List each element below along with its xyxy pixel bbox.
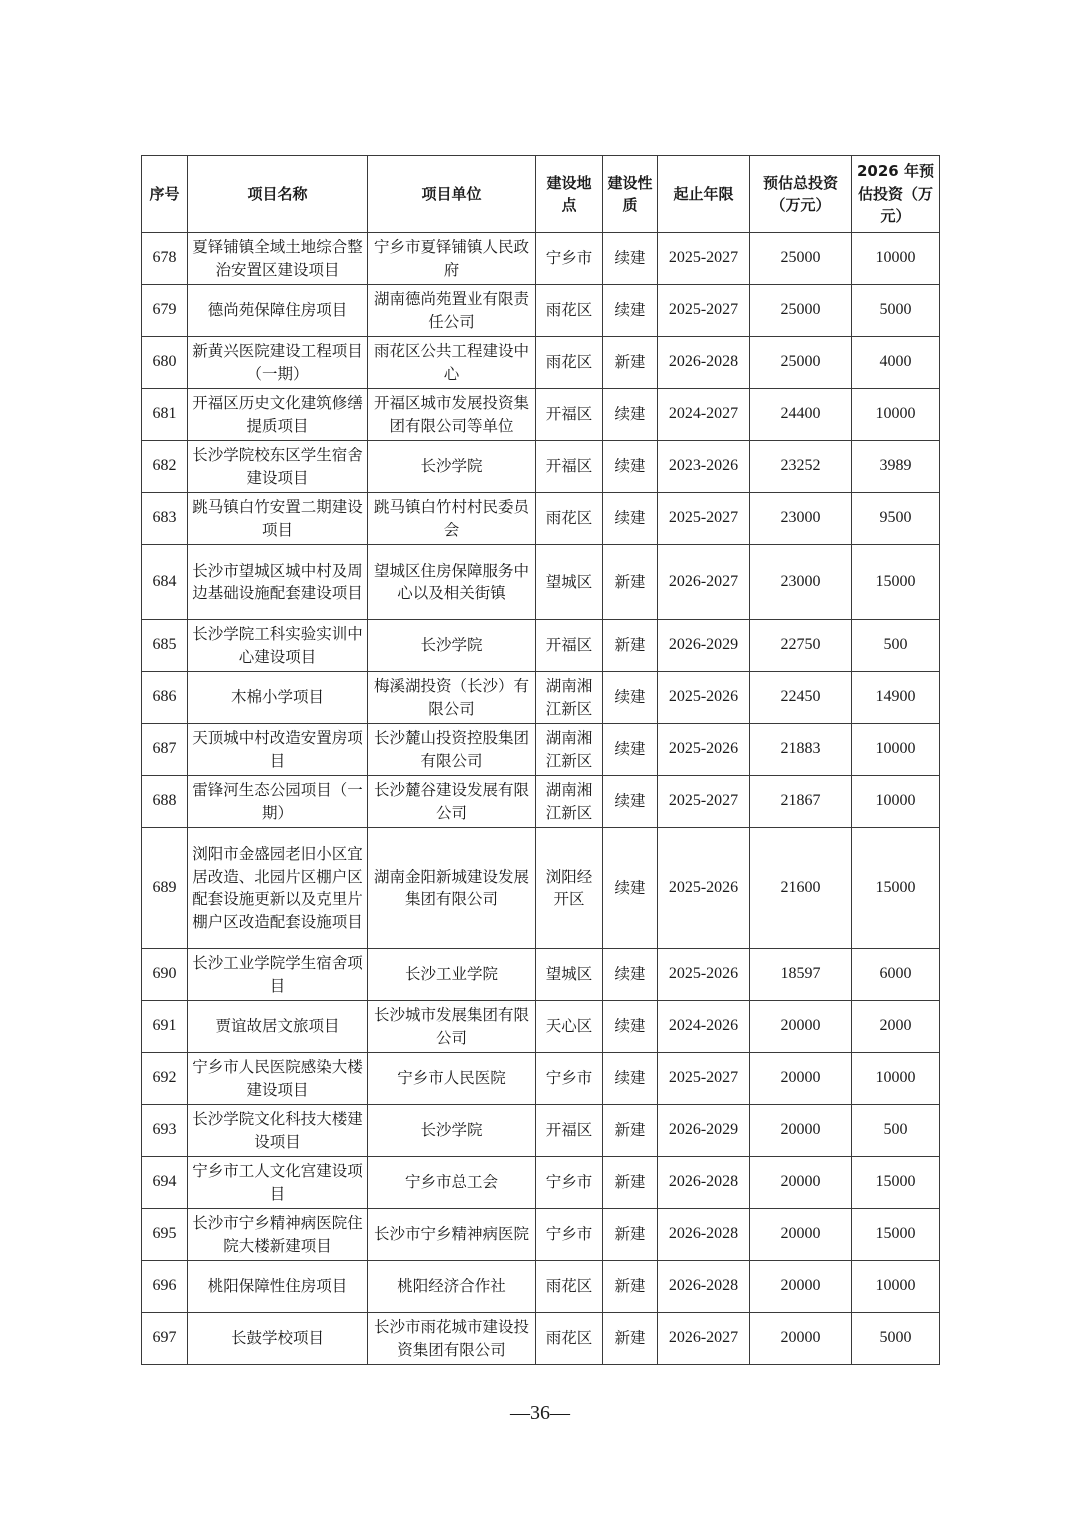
- cell-location: 雨花区: [536, 1261, 603, 1313]
- cell-location: 雨花区: [536, 1313, 603, 1365]
- cell-location: 开福区: [536, 1105, 603, 1157]
- cell-project-name: 跳马镇白竹安置二期建设项目: [188, 493, 368, 545]
- cell-nature: 新建: [603, 545, 658, 620]
- cell-project-unit: 宁乡市夏铎铺镇人民政府: [368, 233, 536, 285]
- cell-location: 望城区: [536, 545, 603, 620]
- cell-project-name: 浏阳市金盛园老旧小区宜居改造、北园片区棚户区配套设施更新以及克里片棚户区改造配套设施项目: [188, 828, 368, 949]
- page-number: —36—: [510, 1402, 570, 1424]
- cell-nature: 续建: [603, 672, 658, 724]
- cell-2026-investment: 10000: [852, 1261, 940, 1313]
- cell-nature: 新建: [603, 1105, 658, 1157]
- cell-2026-investment: 3989: [852, 441, 940, 493]
- cell-location: 天心区: [536, 1001, 603, 1053]
- cell-period: 2023-2026: [658, 441, 750, 493]
- cell-2026-investment: 15000: [852, 1157, 940, 1209]
- cell-project-unit: 长沙工业学院: [368, 949, 536, 1001]
- cell-project-unit: 桃阳经济合作社: [368, 1261, 536, 1313]
- cell-index: 694: [142, 1157, 188, 1209]
- header-cell-project-unit: 项目单位: [368, 156, 536, 233]
- cell-project-unit: 长沙市宁乡精神病医院: [368, 1209, 536, 1261]
- cell-period: 2025-2027: [658, 233, 750, 285]
- table-row: [142, 724, 940, 776]
- cell-project-name: 雷锋河生态公园项目（一期）: [188, 776, 368, 828]
- cell-index: 681: [142, 389, 188, 441]
- cell-project-unit: 宁乡市总工会: [368, 1157, 536, 1209]
- cell-location: 浏阳经开区: [536, 828, 603, 949]
- cell-total-investment: 20000: [750, 1001, 852, 1053]
- project-table: [141, 155, 940, 1365]
- cell-index: 679: [142, 285, 188, 337]
- cell-index: 696: [142, 1261, 188, 1313]
- cell-nature: 续建: [603, 441, 658, 493]
- cell-total-investment: 20000: [750, 1053, 852, 1105]
- cell-project-name: 长沙市宁乡精神病医院住院大楼新建项目: [188, 1209, 368, 1261]
- cell-index: 692: [142, 1053, 188, 1105]
- cell-period: 2026-2027: [658, 1313, 750, 1365]
- cell-2026-investment: 15000: [852, 545, 940, 620]
- header-cell-location: 建设地点: [536, 156, 603, 233]
- table-row: [142, 1313, 940, 1365]
- cell-location: 开福区: [536, 620, 603, 672]
- cell-index: 686: [142, 672, 188, 724]
- cell-period: 2026-2029: [658, 620, 750, 672]
- cell-location: 宁乡市: [536, 1053, 603, 1105]
- cell-total-investment: 22450: [750, 672, 852, 724]
- cell-total-investment: 20000: [750, 1313, 852, 1365]
- cell-index: 683: [142, 493, 188, 545]
- cell-nature: 续建: [603, 949, 658, 1001]
- table-row: [142, 1001, 940, 1053]
- cell-nature: 续建: [603, 724, 658, 776]
- table-row: [142, 672, 940, 724]
- table-row: [142, 285, 940, 337]
- cell-total-investment: 25000: [750, 285, 852, 337]
- cell-total-investment: 23252: [750, 441, 852, 493]
- cell-nature: 续建: [603, 1001, 658, 1053]
- header-cell-period: 起止年限: [658, 156, 750, 233]
- cell-total-investment: 18597: [750, 949, 852, 1001]
- cell-total-investment: 20000: [750, 1157, 852, 1209]
- cell-total-investment: 20000: [750, 1209, 852, 1261]
- table-header-row: [142, 156, 940, 233]
- cell-nature: 续建: [603, 389, 658, 441]
- cell-index: 678: [142, 233, 188, 285]
- header-cell-2026-investment: 2026 年预估投资（万元）: [852, 156, 940, 233]
- header-cell-nature: 建设性质: [603, 156, 658, 233]
- cell-period: 2026-2028: [658, 337, 750, 389]
- cell-project-name: 德尚苑保障住房项目: [188, 285, 368, 337]
- cell-nature: 新建: [603, 620, 658, 672]
- cell-period: 2025-2026: [658, 949, 750, 1001]
- cell-total-investment: 25000: [750, 233, 852, 285]
- cell-project-name: 木棉小学项目: [188, 672, 368, 724]
- cell-2026-investment: 9500: [852, 493, 940, 545]
- cell-index: 691: [142, 1001, 188, 1053]
- cell-period: 2026-2027: [658, 545, 750, 620]
- cell-2026-investment: 10000: [852, 776, 940, 828]
- cell-project-unit: 湖南金阳新城建设发展集团有限公司: [368, 828, 536, 949]
- cell-nature: 续建: [603, 285, 658, 337]
- table-row: [142, 776, 940, 828]
- cell-nature: 新建: [603, 1157, 658, 1209]
- cell-2026-investment: 500: [852, 1105, 940, 1157]
- cell-2026-investment: 15000: [852, 828, 940, 949]
- cell-period: 2026-2028: [658, 1261, 750, 1313]
- cell-period: 2025-2027: [658, 285, 750, 337]
- cell-2026-investment: 10000: [852, 1053, 940, 1105]
- cell-project-unit: 宁乡市人民医院: [368, 1053, 536, 1105]
- cell-project-name: 长沙学院文化科技大楼建设项目: [188, 1105, 368, 1157]
- cell-2026-investment: 5000: [852, 1313, 940, 1365]
- cell-2026-investment: 10000: [852, 233, 940, 285]
- cell-project-name: 宁乡市人民医院感染大楼建设项目: [188, 1053, 368, 1105]
- cell-index: 684: [142, 545, 188, 620]
- cell-project-name: 长沙学院校东区学生宿舍建设项目: [188, 441, 368, 493]
- cell-location: 湖南湘江新区: [536, 672, 603, 724]
- cell-location: 开福区: [536, 441, 603, 493]
- cell-location: 宁乡市: [536, 1209, 603, 1261]
- cell-period: 2026-2029: [658, 1105, 750, 1157]
- cell-project-unit: 跳马镇白竹村村民委员会: [368, 493, 536, 545]
- cell-total-investment: 21883: [750, 724, 852, 776]
- cell-location: 湖南湘江新区: [536, 776, 603, 828]
- cell-nature: 续建: [603, 233, 658, 285]
- cell-project-name: 长沙市望城区城中村及周边基础设施配套建设项目: [188, 545, 368, 620]
- cell-project-unit: 长沙学院: [368, 441, 536, 493]
- cell-location: 湖南湘江新区: [536, 724, 603, 776]
- cell-project-name: 新黄兴医院建设工程项目（一期）: [188, 337, 368, 389]
- cell-location: 雨花区: [536, 285, 603, 337]
- table-row: [142, 1053, 940, 1105]
- cell-total-investment: 25000: [750, 337, 852, 389]
- cell-total-investment: 23000: [750, 545, 852, 620]
- table-row: [142, 1105, 940, 1157]
- cell-project-unit: 湖南德尚苑置业有限责任公司: [368, 285, 536, 337]
- cell-total-investment: 21600: [750, 828, 852, 949]
- table-row: [142, 620, 940, 672]
- cell-location: 雨花区: [536, 493, 603, 545]
- cell-nature: 新建: [603, 1261, 658, 1313]
- cell-nature: 新建: [603, 337, 658, 389]
- cell-project-unit: 长沙市雨花城市建设投资集团有限公司: [368, 1313, 536, 1365]
- table-row: [142, 1209, 940, 1261]
- cell-2026-investment: 4000: [852, 337, 940, 389]
- cell-2026-investment: 5000: [852, 285, 940, 337]
- cell-location: 雨花区: [536, 337, 603, 389]
- cell-project-name: 长沙工业学院学生宿舍项目: [188, 949, 368, 1001]
- cell-index: 682: [142, 441, 188, 493]
- table-row: [142, 337, 940, 389]
- cell-period: 2025-2027: [658, 1053, 750, 1105]
- cell-2026-investment: 10000: [852, 389, 940, 441]
- table-row: [142, 949, 940, 1001]
- cell-period: 2025-2026: [658, 672, 750, 724]
- cell-project-unit: 长沙学院: [368, 620, 536, 672]
- cell-total-investment: 20000: [750, 1261, 852, 1313]
- table-row: [142, 441, 940, 493]
- cell-project-name: 桃阳保障性住房项目: [188, 1261, 368, 1313]
- cell-project-name: 长鼓学校项目: [188, 1313, 368, 1365]
- table-row: [142, 233, 940, 285]
- cell-2026-investment: 2000: [852, 1001, 940, 1053]
- cell-total-investment: 20000: [750, 1105, 852, 1157]
- table-row: [142, 1261, 940, 1313]
- cell-period: 2025-2027: [658, 776, 750, 828]
- cell-2026-investment: 14900: [852, 672, 940, 724]
- cell-period: 2025-2026: [658, 828, 750, 949]
- cell-location: 宁乡市: [536, 1157, 603, 1209]
- cell-period: 2026-2028: [658, 1157, 750, 1209]
- cell-total-investment: 23000: [750, 493, 852, 545]
- table-row: [142, 545, 940, 620]
- cell-project-unit: 望城区住房保障服务中心以及相关街镇: [368, 545, 536, 620]
- cell-period: 2024-2026: [658, 1001, 750, 1053]
- cell-location: 宁乡市: [536, 233, 603, 285]
- cell-nature: 续建: [603, 828, 658, 949]
- cell-index: 685: [142, 620, 188, 672]
- cell-index: 695: [142, 1209, 188, 1261]
- cell-project-unit: 长沙学院: [368, 1105, 536, 1157]
- cell-period: 2024-2027: [658, 389, 750, 441]
- cell-index: 697: [142, 1313, 188, 1365]
- header-cell-project-name: 项目名称: [188, 156, 368, 233]
- cell-nature: 新建: [603, 1313, 658, 1365]
- cell-2026-investment: 10000: [852, 724, 940, 776]
- header-cell-total-investment: 预估总投资（万元）: [750, 156, 852, 233]
- cell-2026-investment: 500: [852, 620, 940, 672]
- cell-nature: 新建: [603, 1209, 658, 1261]
- cell-project-name: 天顶城中村改造安置房项目: [188, 724, 368, 776]
- cell-index: 680: [142, 337, 188, 389]
- table-row: [142, 389, 940, 441]
- cell-project-unit: 长沙麓谷建设发展有限公司: [368, 776, 536, 828]
- cell-project-unit: 雨花区公共工程建设中心: [368, 337, 536, 389]
- cell-nature: 续建: [603, 493, 658, 545]
- cell-index: 687: [142, 724, 188, 776]
- cell-project-unit: 长沙城市发展集团有限公司: [368, 1001, 536, 1053]
- cell-location: 开福区: [536, 389, 603, 441]
- cell-project-name: 开福区历史文化建筑修缮提质项目: [188, 389, 368, 441]
- cell-index: 688: [142, 776, 188, 828]
- cell-index: 689: [142, 828, 188, 949]
- cell-period: 2025-2027: [658, 493, 750, 545]
- cell-index: 690: [142, 949, 188, 1001]
- cell-project-unit: 梅溪湖投资（长沙）有限公司: [368, 672, 536, 724]
- cell-project-unit: 长沙麓山投资控股集团有限公司: [368, 724, 536, 776]
- cell-nature: 续建: [603, 776, 658, 828]
- table-row: [142, 1157, 940, 1209]
- cell-project-name: 夏铎铺镇全域土地综合整治安置区建设项目: [188, 233, 368, 285]
- cell-2026-investment: 15000: [852, 1209, 940, 1261]
- cell-nature: 续建: [603, 1053, 658, 1105]
- cell-project-name: 宁乡市工人文化宫建设项目: [188, 1157, 368, 1209]
- cell-2026-investment: 6000: [852, 949, 940, 1001]
- cell-period: 2025-2026: [658, 724, 750, 776]
- cell-total-investment: 22750: [750, 620, 852, 672]
- cell-total-investment: 21867: [750, 776, 852, 828]
- cell-project-unit: 开福区城市发展投资集团有限公司等单位: [368, 389, 536, 441]
- cell-project-name: 长沙学院工科实验实训中心建设项目: [188, 620, 368, 672]
- table-row: [142, 493, 940, 545]
- table-row: [142, 828, 940, 949]
- cell-location: 望城区: [536, 949, 603, 1001]
- cell-index: 693: [142, 1105, 188, 1157]
- table-body: [142, 233, 940, 1365]
- cell-project-name: 贾谊故居文旅项目: [188, 1001, 368, 1053]
- cell-total-investment: 24400: [750, 389, 852, 441]
- header-cell-index: 序号: [142, 156, 188, 233]
- cell-period: 2026-2028: [658, 1209, 750, 1261]
